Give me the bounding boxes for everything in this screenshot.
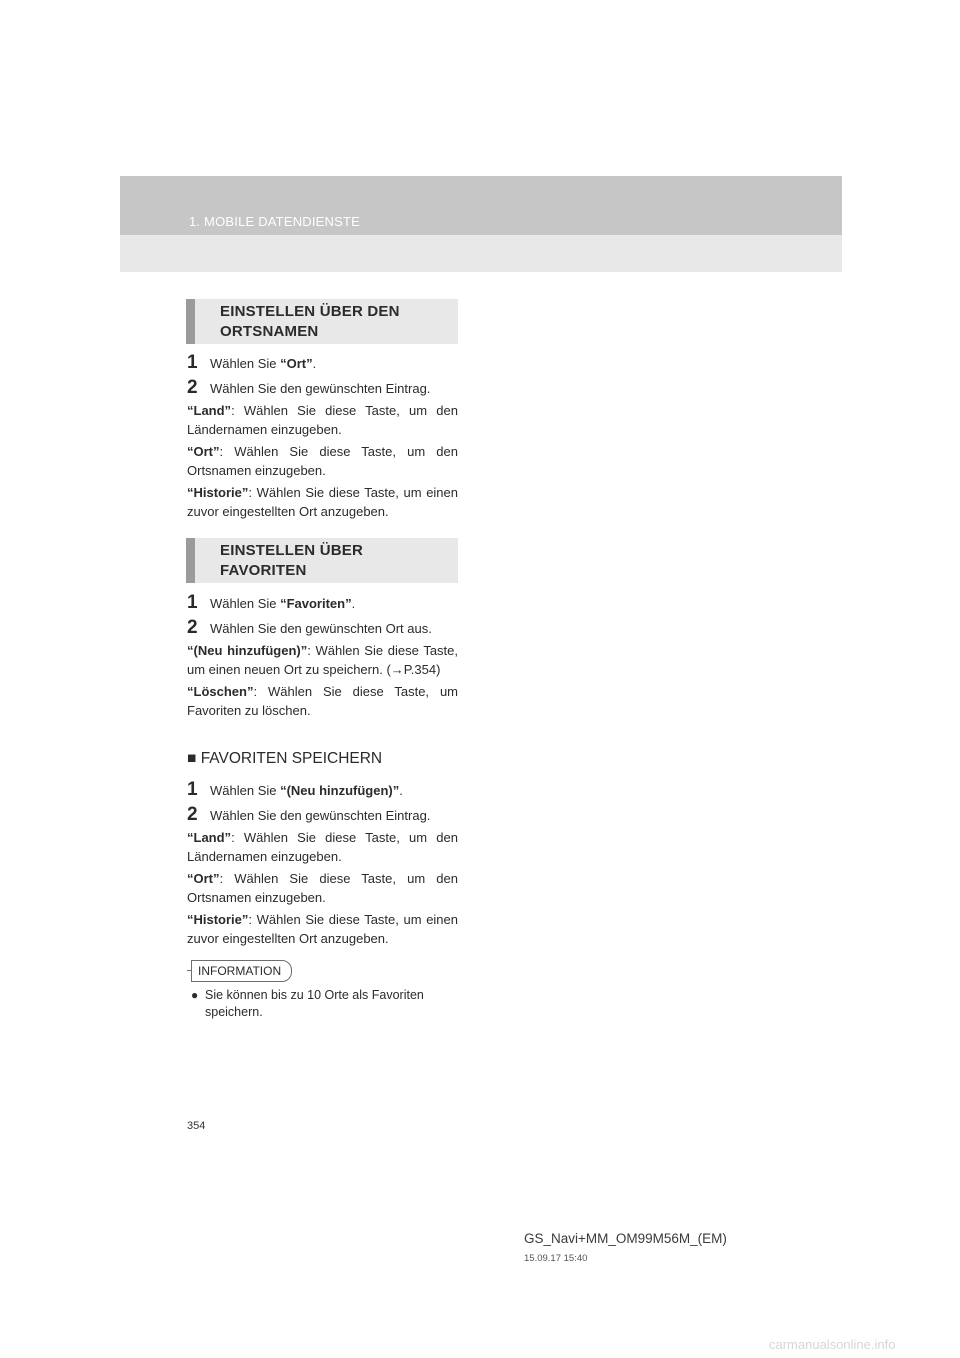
step-number: 1 bbox=[187, 352, 198, 373]
step-text: Wählen Sie den gewünschten Eintrag. bbox=[210, 381, 431, 396]
section-heading-favoriten bbox=[186, 538, 458, 583]
section-heading-text: EINSTELLEN ÜBER DEN ORTSNAMEN bbox=[220, 303, 400, 340]
step-number: 1 bbox=[187, 592, 198, 613]
information-label: INFORMATION bbox=[191, 960, 292, 982]
definition-neu-hinzufuegen: “(Neu hinzufügen)”: Wählen Sie diese Taste, um einen neuen Ort zu speichern. (→P.354) bbox=[187, 643, 458, 677]
document-date: 15.09.17 15:40 bbox=[524, 1253, 588, 1264]
step-number: 2 bbox=[187, 617, 198, 638]
step-text: Wählen Sie “Ort”. bbox=[210, 356, 317, 371]
step-2 bbox=[187, 618, 458, 638]
header-strip bbox=[120, 176, 842, 235]
heading-accent-bar bbox=[186, 538, 195, 583]
step-1 bbox=[187, 593, 458, 613]
heading-accent-bar bbox=[186, 299, 195, 344]
definition-land: “Land”: Wählen Sie diese Taste, um den Ländernamen einzugeben. bbox=[187, 830, 458, 864]
information-text: Sie können bis zu 10 Orte als Favoriten speichern. bbox=[205, 988, 424, 1019]
step-1 bbox=[187, 780, 458, 800]
step-number: 2 bbox=[187, 377, 198, 398]
section-heading-text: EINSTELLEN ÜBER FAVORITEN bbox=[220, 542, 364, 579]
document-code: GS_Navi+MM_OM99M56M_(EM) bbox=[524, 1231, 727, 1246]
page-number: 354 bbox=[187, 1120, 206, 1132]
step-2 bbox=[187, 805, 458, 825]
definition-historie: “Historie”: Wählen Sie diese Taste, um einen zuvor eingestellten Ort anzugeben. bbox=[187, 485, 458, 519]
step-text: Wählen Sie “(Neu hinzufügen)”. bbox=[210, 783, 403, 798]
subsection-title: FAVORITEN SPEICHERN bbox=[200, 750, 383, 767]
step-2 bbox=[187, 378, 458, 398]
information-item bbox=[191, 987, 457, 1021]
step-number: 1 bbox=[187, 779, 198, 800]
definition-ort: “Ort”: Wählen Sie diese Taste, um den Ortsnamen einzugeben. bbox=[187, 871, 458, 905]
step-text: Wählen Sie “Favoriten”. bbox=[210, 596, 356, 611]
bullet-icon: ● bbox=[191, 988, 199, 1002]
watermark: carmanualsonline.info bbox=[769, 1337, 896, 1352]
section-body-favoriten bbox=[187, 593, 458, 720]
definition-land: “Land”: Wählen Sie diese Taste, um den Ländernamen einzugeben. bbox=[187, 403, 458, 437]
step-1 bbox=[187, 353, 458, 373]
step-text: Wählen Sie den gewünschten Eintrag. bbox=[210, 808, 431, 823]
section-title: 1. MOBILE DATENDIENSTE bbox=[189, 214, 361, 229]
definition-historie: “Historie”: Wählen Sie diese Taste, um einen zuvor eingestellten Ort anzugeben. bbox=[187, 912, 458, 946]
step-text: Wählen Sie den gewünschten Ort aus. bbox=[210, 621, 432, 636]
subsection-heading bbox=[187, 750, 382, 768]
header-band bbox=[120, 176, 842, 272]
definition-loeschen: “Löschen”: Wählen Sie diese Taste, um Favoriten zu löschen. bbox=[187, 684, 458, 718]
section-heading-ortsnamen bbox=[186, 299, 458, 344]
section-body-ortsnamen bbox=[187, 353, 458, 521]
definition-ort: “Ort”: Wählen Sie diese Taste, um den Ortsnamen einzugeben. bbox=[187, 444, 458, 478]
square-bullet-icon: ■ bbox=[187, 750, 197, 767]
subsection-body bbox=[187, 780, 458, 948]
step-number: 2 bbox=[187, 804, 198, 825]
